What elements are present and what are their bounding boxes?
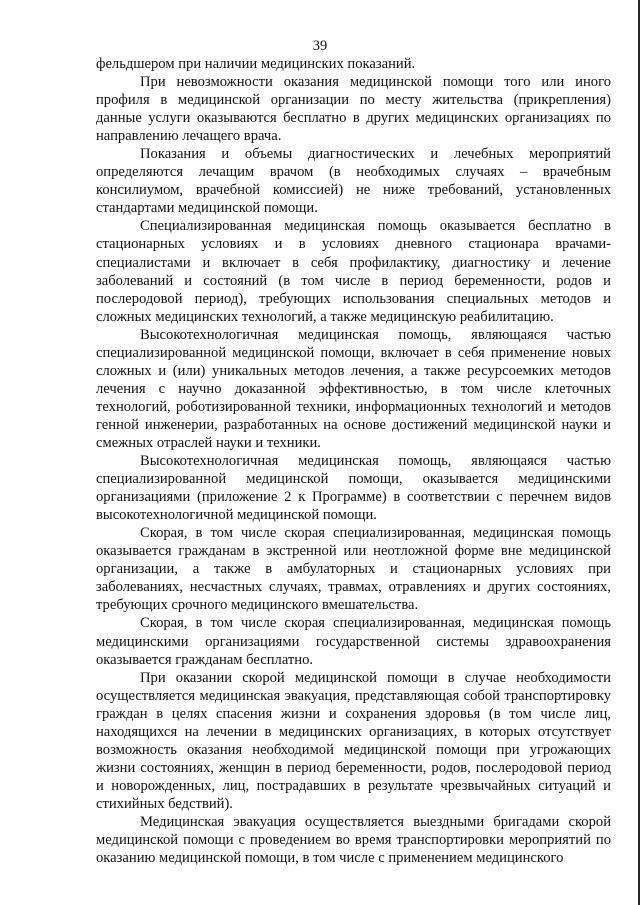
paragraph-emergency-care: Скорая, в том числе скорая специализированная, медицинская помощь оказывается гражданам в экстренной или неотложной форме вне медицинской организации, а также в амбулаторных и стационарных условиях при заболеваниях, несчастных случаях, травмах, отравлениях и других состояниях, требующих срочного медицинского вмешательства. bbox=[96, 525, 611, 614]
paragraph-emergency-free: Скорая, в том числе скорая специализированная, медицинская помощь медицинскими организациями государственной системы здравоохранения оказывается гражданам бесплатно. bbox=[96, 615, 611, 668]
page-number: 39 bbox=[312, 38, 328, 54]
paragraph-specialized-care: Специализированная медицинская помощь оказывается бесплатно в стационарных условиях и в условиях дневного стационара врачами-специалистами и включает в себя профилактику, диагностику и лечение заболеваний и состояний (в том числе в период беременности, родов и послеродовой период), требующих использования специальных методов и сложных медицинских технологий, а также медицинскую реабилитацию. bbox=[96, 218, 611, 325]
paragraph-evacuation-teams: Медицинская эвакуация осуществляется выездными бригадами скорой медицинской помощи с проведением во время транспортировки мероприятий по оказанию медицинской помощи, в том числе с применением медицинского bbox=[96, 813, 611, 867]
paragraph-high-tech-providers: Высокотехнологичная медицинская помощь, являющаяся частью специализированной медицинской помощи, оказывается медицинскими организациями (приложение 2 к Программе) в соответствии с перечнем видов высокотехнологичной медицинской помощи. bbox=[96, 453, 611, 524]
paragraph-continuation: фельдшером при наличии медицинских показаний. bbox=[96, 56, 416, 72]
paragraph-medical-evacuation: При оказании скорой медицинской помощи в случае необходимости осуществляется медицинская эвакуация, представляющая собой транспортировку граждан в целях спасения жизни и сохранения здоровья (в том числе лиц, находящихся на лечении в медицинских организациях, в которых отсутствует возможность оказания необходимой медицинской помощи при угрожающих жизни состояниях, женщин в период беременности, родов, послеродовой период и новорожденных, лиц, пострадавших в результате чрезвычайных ситуаций и стихийных бедствий). bbox=[96, 669, 611, 812]
paragraph-indications: Показания и объемы диагностических и лечебных мероприятий определяются лечащим врачом (в необходимых случаях – врачебным консилиумом, врачебной комиссией) не ниже требований, установленных стандартами медицинской помощи. bbox=[96, 146, 611, 217]
document-body bbox=[96, 55, 611, 867]
paragraph-high-tech-care: Высокотехнологичная медицинская помощь, являющаяся частью специализированной медицинской помощи, включает в себя применение новых сложных и (или) уникальных методов лечения, а также ресурсоемких методов лечения с научно доказанной эффективностью, в том числе клеточных технологий, роботизированной техники, информационных технологий и методов генной инженерии, разработанных на основе достижений медицинской науки и смежных отраслей науки и техники. bbox=[96, 326, 611, 451]
paragraph-other-organizations: При невозможности оказания медицинской помощи того или иного профиля в медицинской организации по месту жительства (прикрепления) данные услуги оказываются бесплатно в других медицинских организациях по направлению лечащего врача. bbox=[96, 74, 611, 145]
